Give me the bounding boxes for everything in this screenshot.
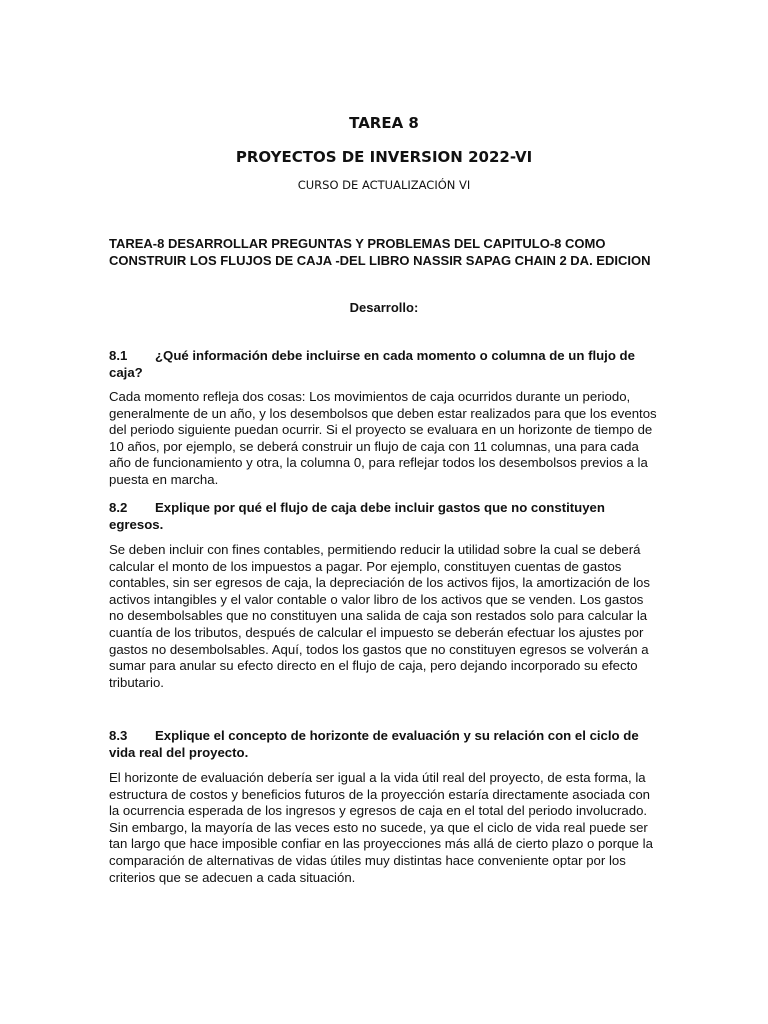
answer-8-1: Cada momento refleja dos cosas: Los movimientos de caja ocurridos durante un periodo, generalmente de un año, y los desembolsos que deben estar realizados para que los eventos del periodo siguiente puedan ocurrir. Si el proyecto se evaluara en un horizonte de tiempo de 10 años, por ejemplo, se deberá construir un flujo de caja con 11 columnas, una para cada año de funcionamiento y otra, la columna 0, para reflejar todos los desembolsos previos a la puesta en marcha. bbox=[109, 389, 657, 487]
question-text: ¿Qué información debe incluirse en cada momento o columna de un flujo de caja? bbox=[109, 348, 635, 380]
course-name: CURSO DE ACTUALIZACIÓN VI bbox=[297, 178, 471, 192]
question-number: 8.2 bbox=[109, 500, 128, 515]
answer-8-2: Se deben incluir con fines contables, permitiendo reducir la utilidad sobre la cual se deberá calcular el monto de los impuestos a pagar. Por ejemplo, constituyen cuentas de gastos contables, sin ser egresos de caja, la depreciación de los activos fijos, la amortización de los activos intangibles y el valor contable o valor libro de los activos que se venden. Los gastos no desembolsables que no constituyen una salida de caja son restados solo para calcular la cuantía de los tributos, después de calcular el impuesto se deberán efectuar los ajustes por gastos no desembolsables. Aquí, todos los gastos que no constituyen egresos se volverán a sumar para anular su efecto directo en el flujo de caja, pero dejando incorporado su efecto tributario. bbox=[109, 542, 650, 690]
question-8-2 bbox=[109, 499, 661, 533]
question-8-3 bbox=[109, 727, 661, 761]
document-title: TAREA 8 bbox=[349, 114, 419, 132]
question-number: 8.3 bbox=[109, 728, 128, 743]
question-text: Explique por qué el flujo de caja debe incluir gastos que no constituyen egresos. bbox=[109, 500, 605, 532]
question-text: Explique el concepto de horizonte de evaluación y su relación con el ciclo de vida real del proyecto. bbox=[109, 728, 639, 760]
section-heading: Desarrollo: bbox=[349, 300, 419, 315]
answer-8-3: El horizonte de evaluación debería ser igual a la vida útil real del proyecto, de esta forma, la estructura de costos y beneficios futuros de la proyección estaría directamente asociada con la ocurrencia esperada de los ingresos y egresos de caja en el total del periodo involucrado. Sin embargo, la mayoría de las veces esto no sucede, ya que el ciclo de vida real puede ser tan largo que hace imposible confiar en las proyecciones más allá de cierto plazo o porque la comparación de alternativas de vidas útiles muy distintas hace conveniente optar por los criterios que se adecuen a cada situación. bbox=[109, 770, 653, 885]
question-8-1 bbox=[109, 347, 661, 381]
question-number: 8.1 bbox=[109, 348, 128, 363]
document-subtitle: PROYECTOS DE INVERSION 2022-VI bbox=[235, 148, 533, 166]
assignment-description: TAREA-8 DESARROLLAR PREGUNTAS Y PROBLEMAS DEL CAPITULO-8 COMO CONSTRUIR LOS FLUJOS DE CAJA -DEL LIBRO NASSIR SAPAG CHAIN 2 DA. EDICION bbox=[109, 236, 651, 268]
